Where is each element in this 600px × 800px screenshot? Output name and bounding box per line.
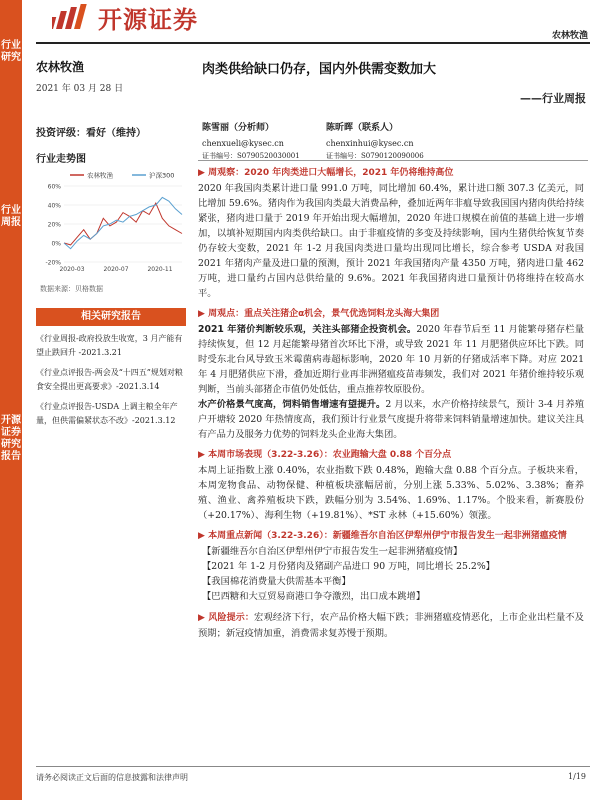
section-heading-text: 风险提示： [208, 613, 255, 623]
paragraph-text: 2 月以来，水产价格持续景气，预计 3-4 月养殖户开塘较 2020 年热情度高，我们预计行业景气度提升将带来饲料销量增速加快。建议关注具有产品力及服务力优势的饲料龙头企业海大集团。 [198, 399, 584, 440]
chart-x-tick-label: 2020-03 [59, 266, 85, 273]
section-heading-news [198, 529, 584, 544]
news-item: 【巴西糖和大豆贸易商港口争夺激烈，出口成本跳增】 [202, 591, 426, 602]
risk-paragraph [198, 610, 584, 641]
report-date: 2021 年 03 月 28 日 [36, 84, 124, 94]
analyst-block [202, 122, 300, 163]
analyst-email[interactable]: chenxueli@kysec.cn [202, 139, 284, 148]
paragraph [198, 322, 584, 397]
bullet-triangle-icon: ▶ [198, 168, 209, 178]
chart-y-tick-label: 0% [51, 240, 61, 248]
paragraph: 2020 年我国肉类累计进口量 991.0 万吨，同比增加 60.4%，累计进口额 307.3 亿美元，同比增加 59.6%。猪肉作为我国肉类最大消费品种，叠加近两年非瘟导致我国国内猪肉供给持续紧张，猪肉进口量于 2019 年开始出现大幅增加，2020 年进口规模在前值的基础上进一步增加，以填补短期国内肉类供给缺口。由于非瘟疫情的多变及持续影响，国内生猪供给恢复节奏仍存较大变数，2021 年 1-2 月我国肉类进口量均出现同比增长，综合参考 USDA 对我国 2021 年猪肉产量及进口量的预测，预计 2021 年我国猪肉产量 4350 万吨，猪肉进口量 462 万吨，进口量约占国内总供给量的 9.6%。2021 年我国猪肉进口量预计仍将维持在较高水平。 [198, 183, 584, 299]
trend-chart-svg [36, 168, 186, 278]
report-body [198, 166, 584, 641]
chart-y-tick-label: 60% [47, 183, 61, 191]
section-heading-text: 周观点：重点关注猪企α机会，景气优选饲料龙头海大集团 [208, 309, 440, 319]
strip-label-weekly: 行业周报 [1, 205, 21, 228]
strip-label-kaiyuan: 开源证券研究报告 [1, 415, 21, 462]
paragraph-text: 宏观经济下行，农产品价格大幅下跌；非洲猪瘟疫情恶化，上市企业出栏量不及预期；新冠疫情加重，消费需求复苏慢于预期。 [198, 612, 584, 639]
section-heading-market [198, 448, 584, 463]
report-title: 肉类供给缺口仍存，国内外供需变数加大 [202, 62, 437, 77]
paragraph: 本周上证指数上涨 0.40%，农业指数下跌 0.48%，跑输大盘 0.88 个百分点。子板块来看，本周宠物食品、动物保健、种植板块涨幅居前，分别上涨 5.33%、5.02%、3.38%；畜养殖、渔业、禽养殖板块下跌，跌幅分别为 3.54%、1.69%、1.17%。个股来看，新赛股份（+20.17%）、海利生物（+19.81%）、*ST 永林（+15.60%）领涨。 [198, 465, 584, 521]
section-heading-weekly-observation [198, 166, 584, 181]
bullet-triangle-icon: ▶ [198, 613, 209, 623]
page-number: 1/19 [568, 772, 586, 781]
news-item: 【我国棉花消费量大供需基本平衡】 [202, 576, 351, 587]
contact-cert: 证书编号：S0790120090006 [326, 152, 424, 160]
chart-x-tick-label: 2020-11 [147, 266, 173, 273]
chart-source: 数据来源：贝格数据 [40, 285, 103, 293]
footer-disclaimer: 请务必阅读正文后面的信息披露和法律声明 [36, 773, 188, 782]
analyst-cert: 证书编号：S0790520030001 [202, 152, 300, 160]
related-report-link[interactable]: 《行业点评报告-USDA 上调主粮全年产量，但供需偏紧状态不改》-2021.3.12 [36, 402, 178, 425]
paragraph-lead: 2021 年猪价判断较乐观，关注头部猪企投资机会。 [198, 324, 417, 335]
contact-name: 陈昕晖（联系人） [326, 123, 399, 133]
bullet-triangle-icon: ▶ [198, 531, 209, 541]
trend-chart-title: 行业走势图 [36, 154, 86, 165]
section-heading-text: 周观察：2020 年肉类进口大幅增长，2021 年仍将维持高位 [208, 168, 454, 178]
contact-email[interactable]: chenxinhui@kysec.cn [326, 139, 414, 148]
related-reports-title: 相关研究报告 [36, 308, 186, 326]
contact-block [326, 122, 424, 163]
kaiyuan-logo [52, 2, 198, 32]
chart-legend-label: 农林牧渔 [87, 171, 113, 180]
chart-legend-label: 沪深300 [149, 171, 175, 180]
section-heading-weekly-view [198, 307, 584, 322]
section-heading-risk [198, 613, 254, 623]
footer-divider [36, 766, 590, 767]
news-item: 【2021 年 1-2 月份猪肉及猪副产品进口 90 万吨，同比增长 25.2%】 [202, 561, 495, 572]
chart-x-tick-label: 2020-07 [103, 266, 129, 273]
sector-title: 农林牧渔 [36, 60, 85, 74]
section-heading-text: 本周重点新闻（3.22-3.26）：新疆维吾尔自治区伊犁州伊宁市报告发生一起非洲猪瘟疫情 [208, 531, 567, 541]
bullet-triangle-icon: ▶ [198, 309, 209, 319]
section-heading-text: 本周市场表现（3.22-3.26）：农业跑输大盘 0.88 个百分点 [208, 450, 452, 460]
chart-y-tick-label: 20% [47, 221, 61, 229]
paragraph [198, 397, 584, 442]
header-category: 农林牧渔 [551, 31, 588, 41]
logo-text: 开源证券 [98, 5, 198, 34]
paragraph-lead: 水产价格景气度高，饲料销售增速有望提升。 [198, 399, 386, 410]
trend-chart [36, 168, 186, 278]
strip-label-research: 行业研究 [1, 40, 21, 63]
investment-rating: 投资评级：看好（维持） [36, 128, 146, 139]
bullet-triangle-icon: ▶ [198, 450, 209, 460]
chart-y-tick-label: 40% [47, 202, 61, 210]
related-reports-list [36, 332, 188, 434]
left-info [36, 58, 186, 94]
logo-mark-icon [52, 3, 92, 31]
header-divider [36, 42, 590, 44]
related-report-link[interactable]: 《行业周报-政府投放生收宽，3 月产能有望止跌回升 -2021.3.21 [36, 334, 183, 357]
side-strip [0, 0, 22, 800]
report-subtitle: ——行业周报 [520, 92, 586, 105]
paragraph-text: 2020 年春节后至 11 月能繁母猪存栏量持续恢复，但 12 月起能繁母猪首次环比下滑，或导致 2021 年 11 月肥猪供应环比下跌。同时受东北台风导致玉米霉菌病毒超标影响，2020 年 10 月新的仔猪成活率下降。对应 2021 年 4 月肥猪供应下滑，叠加近期行业再非洲猪瘟疫苗毒频发，我们对 2021 年猪价维持较乐观判断，当前头部猪企市值仍处低估，重点推荐牧原股份。 [198, 324, 584, 395]
analyst-name: 陈雪丽（分析师） [202, 123, 275, 133]
chart-y-tick-label: -20% [45, 259, 61, 267]
news-item: 【新疆维吾尔自治区伊犁州伊宁市报告发生一起非洲猪瘟疫情】 [202, 546, 463, 557]
related-report-link[interactable]: 《行业点评报告-两会及“十四五”规划对粮食安全提出更高要求》-2021.3.14 [36, 368, 183, 391]
analyst-divider [198, 160, 588, 161]
